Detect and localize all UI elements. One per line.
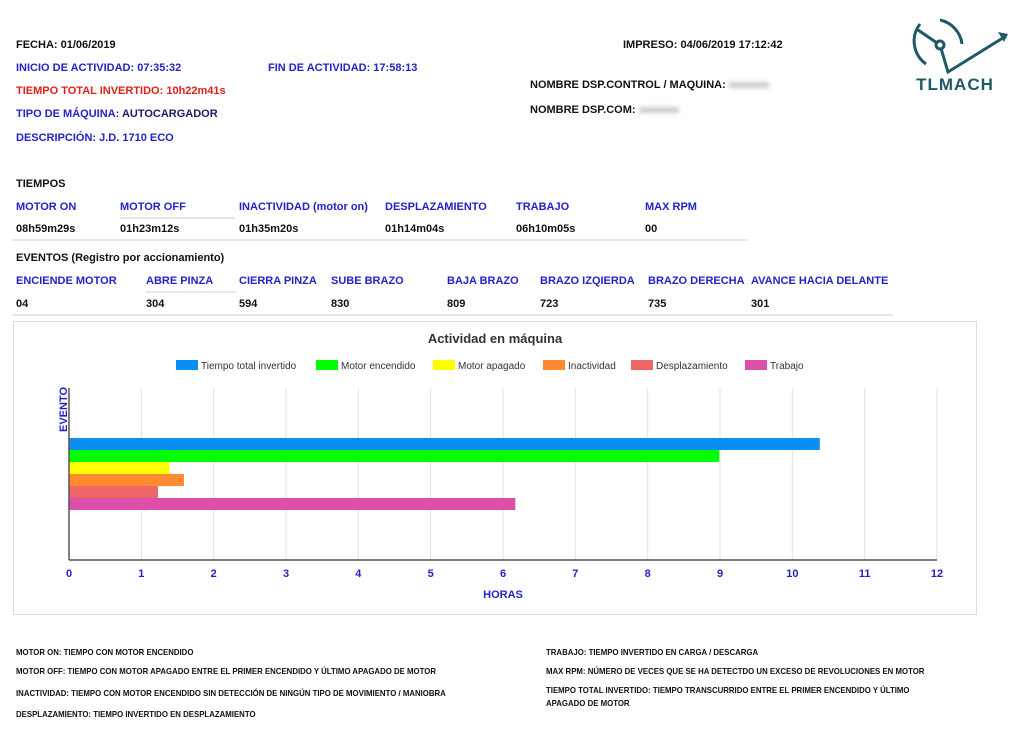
- note: APAGADO DE MOTOR: [546, 698, 630, 708]
- x-tick-label: 3: [282, 568, 290, 580]
- divider: [146, 291, 236, 293]
- tiempos-header: MOTOR OFF: [120, 201, 186, 213]
- dsp-com-label: NOMBRE DSP.COM:: [530, 104, 636, 116]
- tiempos-value: 08h59m29s: [16, 223, 76, 235]
- legend-label: Desplazamiento: [656, 361, 728, 372]
- note: MOTOR ON: TIEMPO CON MOTOR ENCENDIDO: [16, 647, 194, 657]
- legend-label: Trabajo: [770, 361, 804, 372]
- eventos-header: BRAZO DERECHA: [648, 275, 745, 287]
- tiempos-title: TIEMPOS: [16, 178, 66, 190]
- redacted-value: [729, 82, 769, 88]
- tipo-label: TIPO DE MÁQUINA:: [16, 108, 120, 120]
- note: TRABAJO: TIEMPO INVERTIDO EN CARGA / DESCARGA: [546, 647, 759, 657]
- tiempos-value: 01h35m20s: [239, 223, 299, 235]
- note: DESPLAZAMIENTO: TIEMPO INVERTIDO EN DESPLAZAMIENTO: [16, 709, 256, 719]
- redacted-value: [639, 107, 679, 113]
- x-axis-label: HORAS: [483, 589, 523, 601]
- activity-chart: [13, 321, 977, 615]
- x-tick-label: 2: [210, 568, 217, 580]
- eventos-header: ENCIENDE MOTOR: [16, 275, 117, 287]
- logo: [890, 14, 1020, 96]
- note: TIEMPO TOTAL INVERTIDO: TIEMPO TRANSCURRIDO ENTRE EL PRIMER ENCENDIDO Y ÚLTIMO: [546, 685, 910, 695]
- tiempos-header: MOTOR ON: [16, 201, 77, 213]
- tiempos-header: INACTIVIDAD (motor on): [239, 201, 368, 213]
- legend-label: Motor encendido: [341, 361, 416, 372]
- logo-icon: [890, 14, 1020, 96]
- eventos-value: 594: [239, 298, 258, 310]
- inicio-actividad: INICIO DE ACTIVIDAD: 07:35:32: [16, 62, 182, 74]
- dsp-control: [530, 79, 769, 91]
- eventos-header: AVANCE HACIA DELANTE: [751, 275, 889, 287]
- note: INACTIVIDAD: TIEMPO CON MOTOR ENCENDIDO SIN DETECCIÓN DE NINGÚN TIPO DE MOVIMIENTO / MANIOBRA: [16, 688, 446, 698]
- eventos-value: 301: [751, 298, 770, 310]
- tipo-value: AUTOCARGADOR: [121, 108, 218, 120]
- x-tick-label: 1: [138, 568, 145, 580]
- eventos-header: BRAZO IZQIERDA: [540, 275, 635, 287]
- x-tick-label: 9: [716, 568, 724, 580]
- tiempos-header: MAX RPM: [645, 201, 697, 213]
- eventos-value: 04: [16, 298, 29, 310]
- note: MOTOR OFF: TIEMPO CON MOTOR APAGADO ENTRE EL PRIMER ENCENDIDO Y ÚLTIMO APAGADO DE MOTOR: [16, 666, 436, 676]
- tiempos-header: TRABAJO: [516, 201, 570, 213]
- impreso: [623, 39, 783, 51]
- x-tick-label: 5: [427, 568, 434, 580]
- divider: [13, 239, 748, 241]
- tiempo-total: TIEMPO TOTAL INVERTIDO: 10h22m41s: [16, 85, 226, 97]
- legend-label: Tiempo total invertido: [201, 361, 297, 372]
- tiempos-value: 00: [645, 223, 658, 235]
- fecha: FECHA: 01/06/2019: [16, 39, 116, 51]
- x-tick-label: 4: [355, 568, 362, 580]
- eventos-value: 304: [146, 298, 165, 310]
- y-axis-label: EVENTO: [58, 386, 70, 432]
- tiempos-value: 01h14m04s: [385, 223, 445, 235]
- eventos-value: 809: [447, 298, 466, 310]
- eventos-value: 723: [540, 298, 559, 310]
- x-tick-label: 11: [858, 568, 871, 580]
- x-tick-label: 10: [786, 568, 799, 580]
- eventos-header: SUBE BRAZO: [331, 275, 404, 287]
- legend-label: Inactividad: [568, 361, 616, 372]
- tiempos-value: 06h10m05s: [516, 223, 576, 235]
- tipo-maquina: [16, 108, 218, 120]
- x-tick-label: 12: [930, 568, 944, 580]
- x-tick-label: 7: [572, 568, 579, 580]
- eventos-value: 735: [648, 298, 667, 310]
- eventos-header: BAJA BRAZO: [447, 275, 519, 287]
- divider: [120, 217, 235, 219]
- divider: [13, 314, 893, 316]
- x-tick-label: 8: [644, 568, 651, 580]
- note: MAX RPM: NÚMERO DE VECES QUE SE HA DETECTDO UN EXCESO DE REVOLUCIONES EN MOTOR: [546, 666, 925, 676]
- eventos-value: 830: [331, 298, 350, 310]
- chart-title: Actividad en máquina: [427, 331, 563, 346]
- descripcion: DESCRIPCIÓN: J.D. 1710 ECO: [16, 132, 174, 144]
- x-tick-label: 0: [65, 568, 73, 580]
- eventos-header: ABRE PINZA: [146, 275, 214, 287]
- impreso-value: 04/06/2019 17:12:42: [680, 39, 783, 51]
- svg-text:TLMACH: TLMACH: [916, 75, 994, 94]
- dsp-com: [530, 104, 679, 116]
- legend-label: Motor apagado: [458, 361, 526, 372]
- eventos-title: EVENTOS (Registro por accionamiento): [16, 252, 225, 264]
- fin-actividad: FIN DE ACTIVIDAD: 17:58:13: [268, 62, 418, 74]
- impreso-label: IMPRESO:: [623, 39, 678, 51]
- dsp-control-label: NOMBRE DSP.CONTROL / MAQUINA:: [530, 79, 726, 91]
- tiempos-value: 01h23m12s: [120, 223, 180, 235]
- eventos-header: CIERRA PINZA: [239, 275, 317, 287]
- tiempos-header: DESPLAZAMIENTO: [385, 201, 487, 213]
- x-tick-label: 6: [499, 568, 507, 580]
